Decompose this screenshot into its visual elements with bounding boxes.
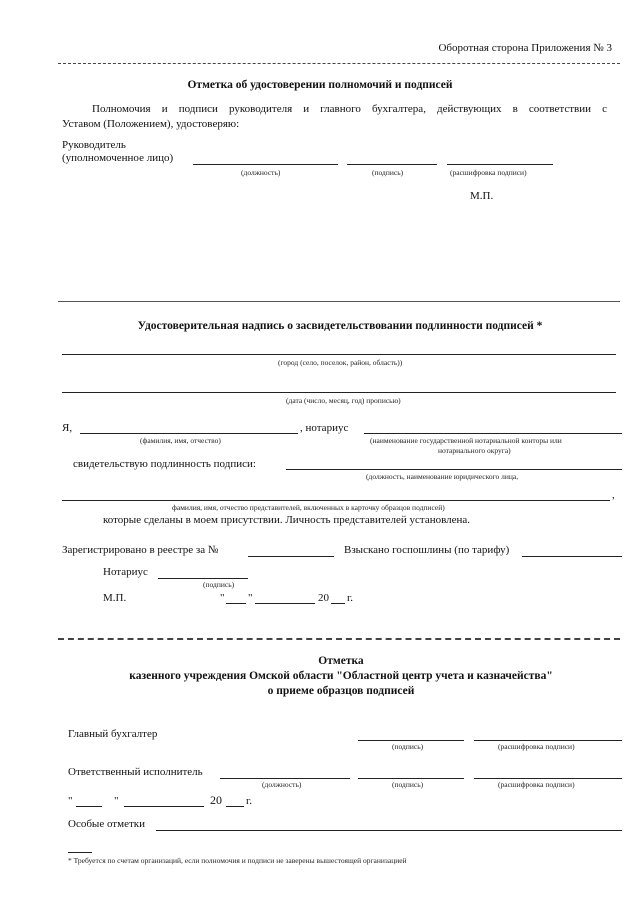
hint-fio: (фамилия, имя, отчество) — [140, 436, 221, 445]
section2-title: Удостоверительная надпись о засвидетельствовании подлинности подписей * — [137, 320, 543, 332]
notary-sign-label: Нотариус — [103, 566, 148, 578]
date2-open-quote: " — [68, 795, 73, 807]
hint-notary-signature: (подпись) — [203, 580, 235, 589]
notary-signature-field[interactable] — [158, 578, 248, 579]
date-year-field[interactable] — [331, 603, 345, 604]
date-open-quote: " — [220, 592, 225, 604]
chief-accountant-label: Главный бухгалтер — [68, 728, 158, 740]
chief-decoding-field[interactable] — [474, 740, 622, 741]
footnote-text: * Требуется по счетам организаций, если полномочия и подписи не заверены вышестоящей организацией — [68, 856, 407, 865]
head-signature-field[interactable] — [347, 164, 437, 165]
hint-executor-decoding: (расшифровка подписи) — [498, 780, 575, 789]
hint-representatives: фамилия, имя, отчество представителей, включенных в карточку образцов подписей) — [172, 503, 445, 512]
section2-bottom-rule — [58, 638, 620, 640]
comma: , — [612, 489, 615, 501]
stamp-mp: М.П. — [470, 190, 494, 202]
section1-bottom-rule — [58, 301, 620, 302]
appendix-note: Оборотная сторона Приложения № 3 — [438, 42, 612, 54]
section1-title: Отметка об удостоверении полномочий и подписей — [187, 79, 453, 91]
hint-position: (должность) — [241, 168, 281, 177]
fee-label: Взыскано госпошлины (по тарифу) — [344, 544, 510, 556]
hint-decoding: (расшифровка подписи) — [450, 168, 527, 177]
notary-label: , нотариус — [300, 422, 349, 434]
date2-year-prefix: 20 — [210, 793, 222, 807]
hint-office-line2: нотариального округа) — [438, 446, 511, 455]
head-label-line2: (уполномоченное лицо) — [62, 152, 174, 164]
certify-position-field[interactable] — [286, 469, 622, 470]
fee-field[interactable] — [522, 556, 622, 557]
representatives-field[interactable] — [62, 500, 610, 501]
presence-text: которые сделаны в моем присутствии. Личность представителей установлена. — [103, 514, 471, 526]
head-decoding-field[interactable] — [447, 164, 553, 165]
date-year-prefix: 20 — [318, 592, 329, 604]
section3-title-line1: Отметка — [318, 655, 364, 667]
section1-paragraph-line2: Уставом (Положением), удостоверяю: — [62, 118, 240, 130]
hint-executor-position: (должность) — [262, 780, 302, 789]
date-month-field[interactable] — [255, 603, 315, 604]
date-words-field[interactable] — [62, 392, 616, 393]
special-marks-field[interactable] — [156, 830, 622, 831]
date-year-suffix: г. — [347, 592, 354, 604]
register-number-field[interactable] — [248, 556, 334, 557]
executor-signature-field[interactable] — [358, 778, 464, 779]
footnote-rule — [68, 852, 92, 853]
section1-paragraph-line1: Полномочия и подписи руководителя и главного бухгалтера, действующих в соответствии с — [92, 103, 607, 115]
date-day-field[interactable] — [226, 603, 246, 604]
hint-executor-signature: (подпись) — [392, 780, 424, 789]
executor-position-field[interactable] — [220, 778, 350, 779]
head-label-line1: Руководитель — [62, 139, 126, 151]
date-close-quote: " — [248, 592, 253, 604]
date2-year-field[interactable] — [226, 806, 244, 807]
date2-close-quote: " — [114, 795, 119, 807]
hint-chief-decoding: (расшифровка подписи) — [498, 742, 575, 751]
executor-decoding-field[interactable] — [474, 778, 622, 779]
certify-label: свидетельствую подлинность подписи: — [73, 458, 256, 470]
hint-position-legal: (должность, наименование юридического лица, — [366, 472, 519, 481]
head-position-field[interactable] — [193, 164, 338, 165]
special-marks-label: Особые отметки — [68, 818, 145, 830]
fio-field[interactable] — [80, 433, 298, 434]
executor-label: Ответственный исполнитель — [68, 766, 203, 778]
hint-city: (город (село, поселок, район, область)) — [278, 358, 403, 367]
section3-title-line3: о приеме образцов подписей — [267, 685, 415, 697]
chief-signature-field[interactable] — [358, 740, 464, 741]
hint-date: (дата (число, месяц, год) прописью) — [286, 396, 401, 405]
hint-signature: (подпись) — [372, 168, 404, 177]
section3-title-line2: казенного учреждения Омской области "Областной центр учета и казначейства" — [129, 670, 553, 682]
hint-office-line1: (наименование государственной нотариальной конторы или — [370, 436, 562, 445]
registered-label: Зарегистрировано в реестре за № — [62, 544, 219, 556]
date2-year-suffix: г. — [246, 795, 253, 807]
date2-month-field[interactable] — [124, 806, 204, 807]
date2-day-field[interactable] — [76, 806, 102, 807]
i-label: Я, — [62, 422, 73, 434]
stamp-mp-2: М.П. — [103, 592, 127, 604]
notary-office-field[interactable] — [364, 433, 622, 434]
city-field[interactable] — [62, 354, 616, 355]
hint-chief-signature: (подпись) — [392, 742, 424, 751]
header-rule — [58, 63, 620, 64]
